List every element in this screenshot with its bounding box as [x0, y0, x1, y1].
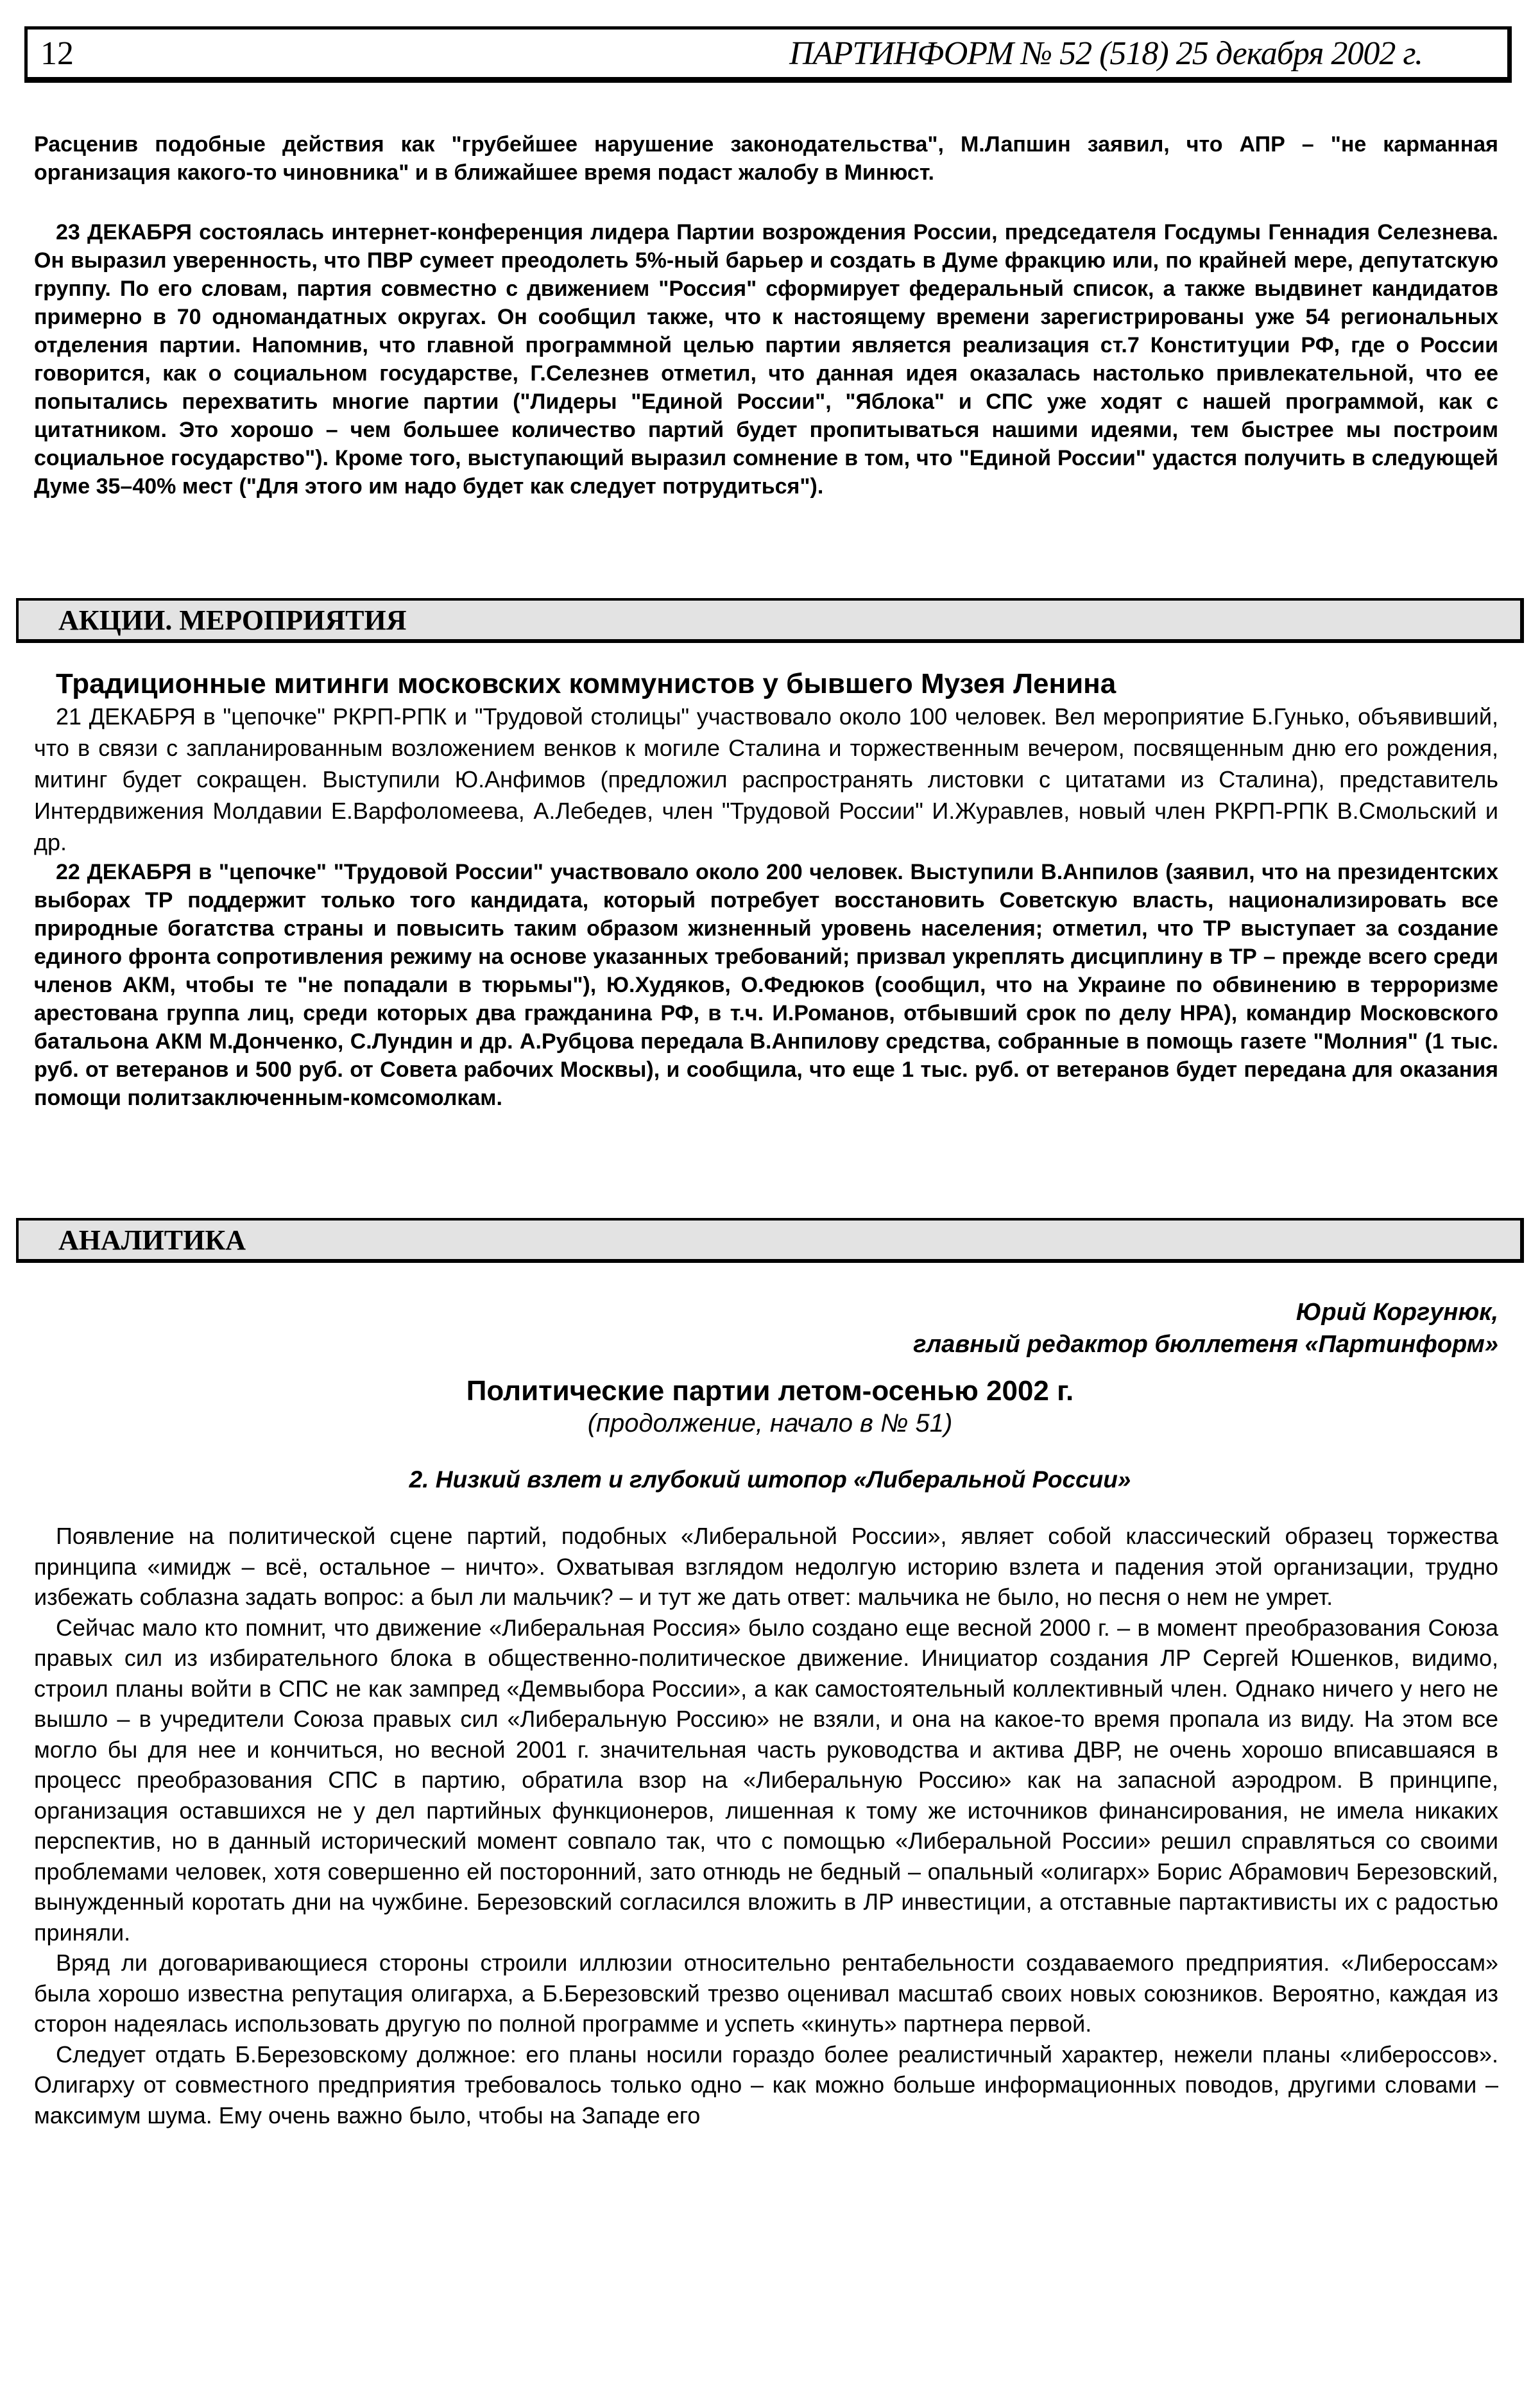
- rubric-title: Традиционные митинги московских коммунистов у бывшего Музея Ленина: [56, 668, 1116, 699]
- chapter-title: 2. Низкий взлет и глубокий штопор «Либеральной России»: [409, 1466, 1131, 1493]
- article-body: [34, 1521, 1498, 2130]
- article-paragraph: Вряд ли договаривающиеся стороны строили иллюзии относительно рентабельности создаваемого предприятия. «Либероссам» была хорошо известна репутация олигарха, а Б.Березовский трезво оценивал масштаб своих новых союзников. Вероятно, каждая из сторон надеялась использовать другую по полной программе и успеть «кинуть» партнера первой.: [34, 1949, 1498, 2037]
- article-subtitle: (продолжение, начало в № 51): [587, 1409, 953, 1437]
- running-header: [24, 26, 1512, 83]
- actions-block: [34, 667, 1498, 1112]
- news-paragraph: 21 ДЕКАБРЯ в "цепочке" РКРП-РПК и "Трудовой столицы" участвовало около 100 человек. Вел мероприятие Б.Гунько, объявивший, что в связи с запланированным возложением венков к могиле Сталина и торжественным вечером, посвященным дню его рождения, митинг будет сокращен. Выступили Ю.Анфимов (предложил распространять листовки с цитатами из Сталина), представитель Интердвижения Молдавии Е.Варфоломеева, А.Лебедев, член "Трудовой России" И.Журавлев, новый член РКРП-РПК В.Смольский и др.: [34, 703, 1498, 855]
- section-header-actions: [16, 598, 1524, 643]
- article-title: Политические партии летом-осенью 2002 г.: [466, 1375, 1074, 1407]
- news-item-dec23: [34, 218, 1498, 501]
- article-paragraph: Следует отдать Б.Березовскому должное: его планы носили гораздо более реалистичный характер, нежели планы «либероссов». Олигарху от совместного предприятия требовалось только одно – как можно больше информационных поводов, другими словами – максимум шума. Ему очень важно было, чтобы на Западе его: [34, 2041, 1498, 2129]
- section-title: АКЦИИ. МЕРОПРИЯТИЯ: [58, 604, 407, 636]
- publication-title: ПАРТИНФОРМ № 52 (518) 25 декабря 2002 г.: [789, 35, 1423, 72]
- page-number: 12: [40, 35, 74, 72]
- article-paragraph: Сейчас мало кто помнит, что движение «Либеральная Россия» было создано еще весной 2000 г. – в момент преобразования Союза правых сил из избирательного блока в общественно-политическое движение. Инициатор создания ЛР Сергей Юшенков, видимо, строил планы войти в СПС не как зампред «Демвыбора России», а как самостоятельный коллективный член. Однако ничего у него не вышло – в учредители Союза правых сил «Либеральную Россию» не взяли, и она на какое-то время пропала из виду. На этом все могло бы для нее и кончиться, но весной 2001 г. значительная часть руководства и актива ДВР, не очень хорошо вписавшаяся в процесс преобразования СПС в партию, обратила взор на «Либеральную Россию» как на запасной аэродром. В принципе, организация оставшихся не у дел партийных функционеров, лишенная к тому же источников финансирования, не имела никаких перспектив, но в данный исторический момент совпало так, что с помощью «Либеральной России» решил справляться со своими проблемами человек, хотя совершенно ей посторонний, зато отнюдь не бедный – опальный «олигарх» Борис Абрамович Березовский, вынужденный коротать дни на чужбине. Березовский согласился вложить в ЛР инвестиции, а отставные партактивисты их с радостью приняли.: [34, 1614, 1498, 1946]
- news-paragraph: 22 ДЕКАБРЯ в "цепочке" "Трудовой России" участвовало около 200 человек. Выступили В.Анпилов (заявил, что на президентских выборах ТР поддержит только того кандидата, который потребует восстановить Советскую власть, национализировать все природные богатства страны и повысить таким образом жизненный уровень населения; отметил, что ТР выступает за создание единого фронта сопротивления режиму на основе указанных требований; призвал укреплять дисциплину в ТР – прежде всего среди членов АКМ, чтобы те "не попадали в тюрьмы"), Ю.Худяков, О.Федюков (сообщил, что на Украине по обвинению в терроризме арестована группа лиц, среди которых два гражданина РФ, в т.ч. И.Романов, отбывший срок по делу НРА), командир Московского батальона АКМ М.Донченко, С.Лундин и др. А.Рубцова передала В.Анпилову средства, собранные в помощь газете "Молния" (1 тыс. руб. от ветеранов и 500 руб. от Совета рабочих Москвы), и сообщила, что еще 1 тыс. руб. от ветеранов будет передана для оказания помощи политзаключенным-комсомолкам.: [34, 860, 1498, 1110]
- section-title: АНАЛИТИКА: [58, 1224, 246, 1256]
- author-role: главный редактор бюллетеня «Партинформ»: [913, 1331, 1498, 1358]
- author-byline: [913, 1296, 1498, 1360]
- intro-block: [34, 130, 1498, 187]
- article-paragraph: Появление на политической сцене партий, подобных «Либеральной России», являет собой классический образец торжества принципа «имидж – всё, остальное – ничто». Охватывая взглядом недолгую историю взлета и падения этой организации, трудно избежать соблазна задать вопрос: а был ли мальчик? – и тут же дать ответ: мальчика не было, но песня о нем не умрет.: [34, 1523, 1498, 1610]
- author-name: Юрий Коргунюк,: [1296, 1299, 1498, 1326]
- intro-paragraph: Расценив подобные действия как "грубейшее нарушение законодательства", М.Лапшин заявил, что АПР – "не карманная организация какого-то чиновника" и в ближайшее время подаст жалобу в Минюст.: [34, 132, 1498, 185]
- section-header-analytics: [16, 1218, 1524, 1263]
- intro-paragraph: 23 ДЕКАБРЯ состоялась интернет-конференция лидера Партии возрождения России, председателя Госдумы Геннадия Селезнева. Он выразил уверенность, что ПВР сумеет преодолеть 5%-ный барьер и создать в Думе фракцию или, по крайней мере, депутатскую группу. По его словам, партия совместно с движением "Россия" сформирует федеральный список, а также выдвинет кандидатов примерно в 70 одномандатных округах. Он сообщил также, что к настоящему времени зарегистрированы уже 54 региональных отделения партии. Напомнив, что главной программной целью партии является реализация ст.7 Конституции РФ, где о России говорится, как о социальном государстве, Г.Селезнев отметил, что данная идея оказалась настолько привлекательной, что ее попытались перехватить многие партии ("Лидеры "Единой России", "Яблока" и СПС уже ходят с нашей программой, как с цитатником. Это хорошо – чем большее количество партий будет пропитываться нашими идеями, тем быстрее мы построим социальное государство"). Кроме того, выступающий выразил сомнение в том, что "Единой России" удастся получить в следующей Думе 35–40% мест ("Для этого им надо будет как следует потрудиться").: [34, 220, 1498, 499]
